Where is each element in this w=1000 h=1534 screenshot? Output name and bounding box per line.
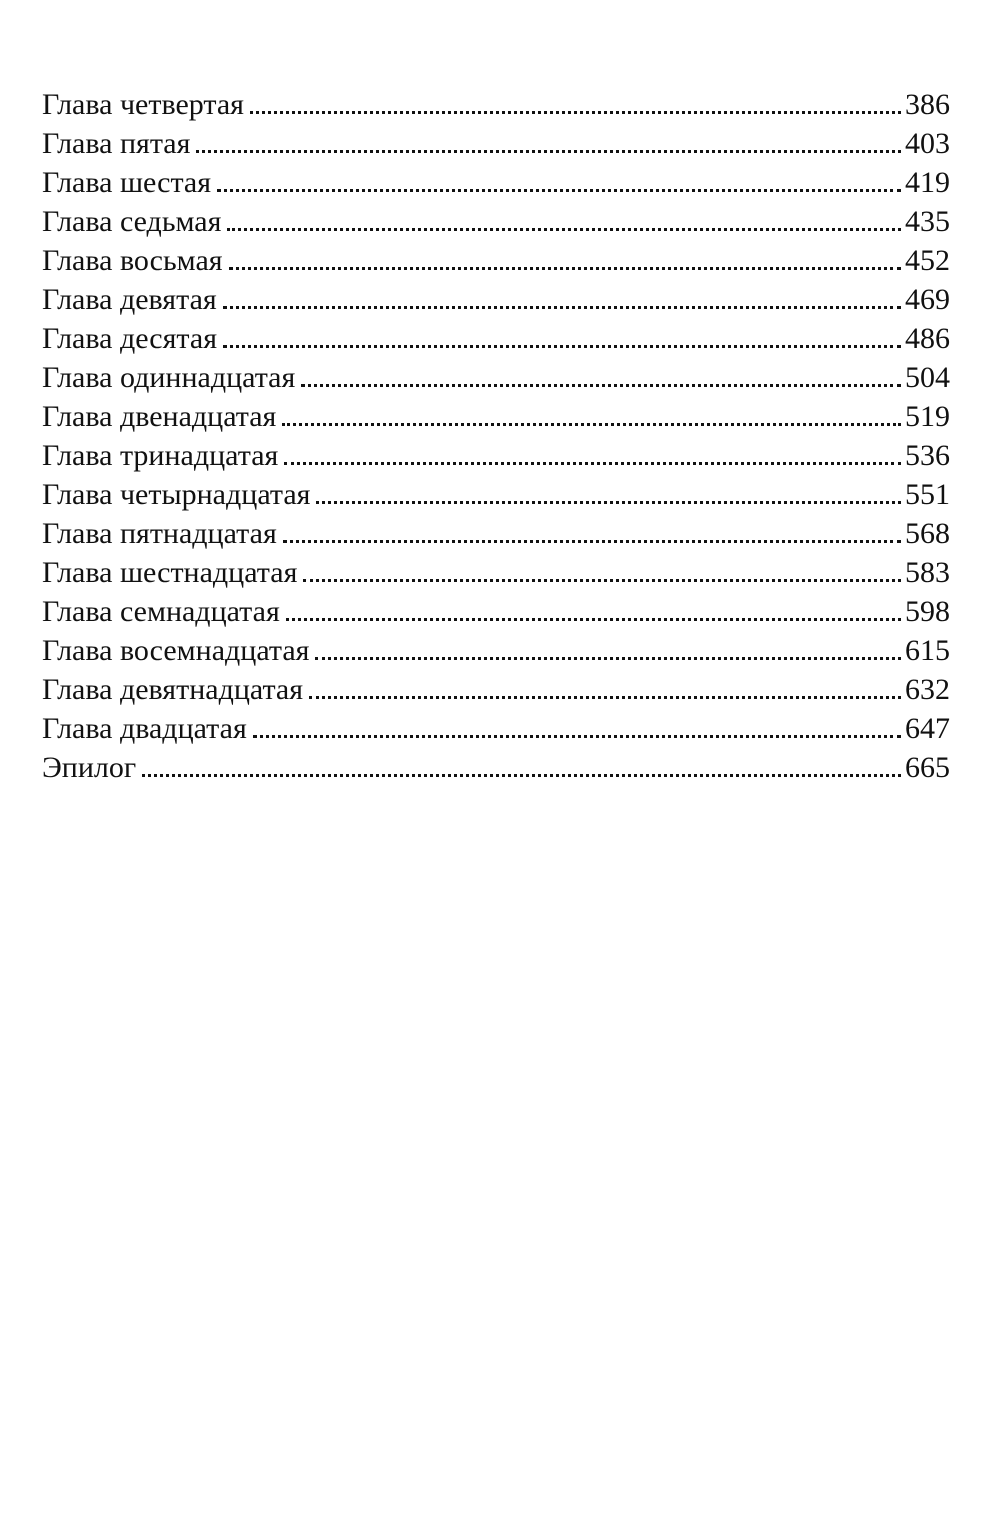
toc-entry-page: 504 — [905, 361, 950, 394]
toc-entry-title: Глава седьмая — [42, 205, 222, 238]
dot-leader — [282, 423, 901, 426]
toc-entry — [42, 514, 950, 553]
toc-entry — [42, 436, 950, 475]
dot-leader — [196, 150, 901, 153]
dot-leader — [309, 696, 901, 699]
dot-leader — [227, 228, 901, 231]
toc-entry-page: 419 — [905, 166, 950, 199]
toc-entry-title: Глава восемнадцатая — [42, 634, 310, 667]
dot-leader — [229, 267, 901, 270]
toc-entry — [42, 748, 950, 787]
toc-entry-title: Глава двадцатая — [42, 712, 247, 745]
toc-entry — [42, 124, 950, 163]
toc-entry-title: Глава пятнадцатая — [42, 517, 277, 550]
toc-entry-page: 519 — [905, 400, 950, 433]
toc-entry-page: 403 — [905, 127, 950, 160]
toc-entry-page: 536 — [905, 439, 950, 472]
toc-entry-title: Глава десятая — [42, 322, 217, 355]
toc-entry — [42, 202, 950, 241]
toc-entry-title: Глава девятая — [42, 283, 217, 316]
toc-entry-title: Глава одиннадцатая — [42, 361, 296, 394]
dot-leader — [301, 384, 901, 387]
toc-entry — [42, 358, 950, 397]
toc-entry-title: Глава четырнадцатая — [42, 478, 311, 511]
toc-entry-page: 615 — [905, 634, 950, 667]
toc-entry-title: Глава двенадцатая — [42, 400, 277, 433]
toc-entry-title: Глава семнадцатая — [42, 595, 280, 628]
toc-entry-title: Эпилог — [42, 751, 137, 784]
toc-entry — [42, 475, 950, 514]
toc-entry-title: Глава пятая — [42, 127, 191, 160]
toc-entry — [42, 670, 950, 709]
toc-entry-page: 551 — [905, 478, 950, 511]
table-of-contents — [42, 85, 950, 787]
toc-entry — [42, 592, 950, 631]
toc-entry-page: 647 — [905, 712, 950, 745]
dot-leader — [223, 306, 901, 309]
toc-entry-page: 665 — [905, 751, 950, 784]
toc-entry-page: 598 — [905, 595, 950, 628]
toc-entry-title: Глава шестая — [42, 166, 212, 199]
toc-entry — [42, 280, 950, 319]
toc-entry-page: 469 — [905, 283, 950, 316]
toc-entry-title: Глава шестнадцатая — [42, 556, 298, 589]
toc-entry — [42, 85, 950, 124]
dot-leader — [250, 111, 901, 114]
toc-entry — [42, 631, 950, 670]
toc-entry — [42, 319, 950, 358]
dot-leader — [223, 345, 901, 348]
dot-leader — [315, 657, 901, 660]
toc-entry — [42, 709, 950, 748]
dot-leader — [316, 501, 901, 504]
toc-entry-title: Глава девятнадцатая — [42, 673, 304, 706]
toc-entry-title: Глава четвертая — [42, 88, 244, 121]
dot-leader — [217, 189, 901, 192]
toc-entry-page: 583 — [905, 556, 950, 589]
dot-leader — [284, 462, 901, 465]
toc-entry-page: 632 — [905, 673, 950, 706]
toc-entry — [42, 241, 950, 280]
dot-leader — [283, 540, 901, 543]
toc-entry-page: 386 — [905, 88, 950, 121]
toc-entry — [42, 397, 950, 436]
dot-leader — [253, 735, 901, 738]
toc-entry-title: Глава тринадцатая — [42, 439, 279, 472]
toc-entry-title: Глава восьмая — [42, 244, 223, 277]
dot-leader — [286, 618, 901, 621]
dot-leader — [303, 579, 901, 582]
toc-entry-page: 452 — [905, 244, 950, 277]
toc-entry — [42, 163, 950, 202]
toc-entry — [42, 553, 950, 592]
toc-entry-page: 486 — [905, 322, 950, 355]
dot-leader — [142, 774, 901, 777]
toc-entry-page: 435 — [905, 205, 950, 238]
toc-entry-page: 568 — [905, 517, 950, 550]
